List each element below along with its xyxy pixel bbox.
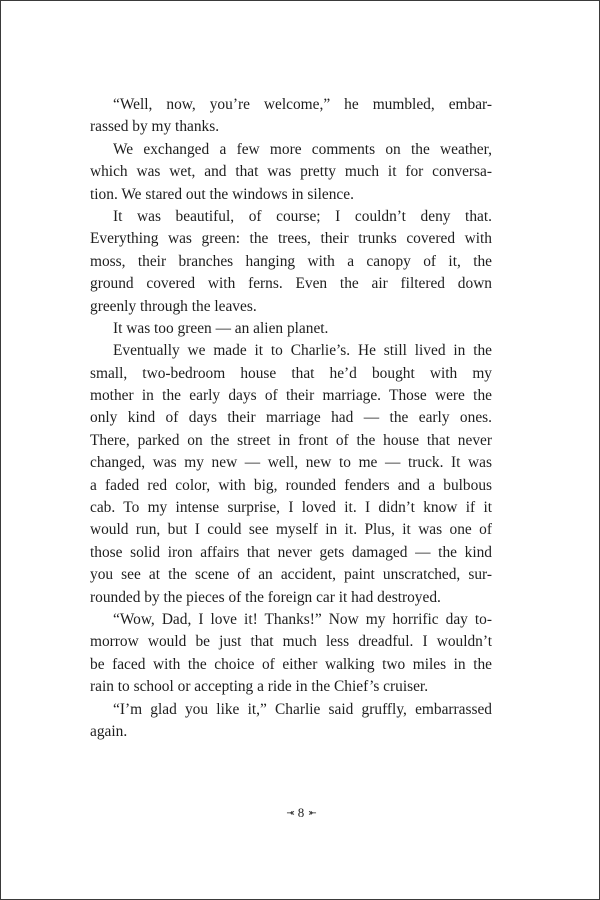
text-line: It was beautiful, of course; I couldn’t deny that.	[113, 207, 492, 225]
text-line: changed, was my new — well, new to me — truck. It was	[90, 454, 492, 472]
text-line: small, two-bedroom house that he’d bought with my	[90, 364, 492, 382]
text-line: “Well, now, you’re welcome,” he mumbled, embar-	[113, 96, 492, 113]
text-line: mother in the early days of their marriage. Those were the	[90, 387, 492, 405]
body-text	[90, 94, 492, 743]
text-line: be faced with the choice of either walking two miles in the	[90, 655, 492, 673]
text-line: those solid iron affairs that never gets damaged — the kind	[90, 543, 492, 561]
text-line: greenly through the leaves.	[90, 297, 257, 315]
text-line: We exchanged a few more comments on the weather,	[113, 140, 492, 158]
text-line: which was wet, and that was pretty much it for conversa-	[90, 163, 492, 181]
text-line: a faded red color, with big, rounded fenders and a bulbous	[90, 476, 492, 494]
text-line: you see at the scene of an accident, paint unscratched, sur-	[90, 566, 492, 584]
text-line: cab. To my intense surprise, I loved it. I didn’t know if it	[90, 499, 492, 517]
text-line: “I’m glad you like it,” Charlie said gruffly, embarrassed	[113, 700, 492, 718]
text-line: ground covered with ferns. Even the air filtered down	[90, 275, 492, 293]
text-line: again.	[90, 722, 128, 740]
left-ornament-icon: ⤛	[286, 808, 294, 819]
text-line: rassed by my thanks.	[90, 118, 220, 136]
text-line: only kind of days their marriage had — the early ones.	[90, 409, 492, 427]
text-line: There, parked on the street in front of the house that never	[90, 431, 492, 449]
text-line: Everything was green: the trees, their trunks covered with	[90, 230, 492, 248]
text-line: rounded by the pieces of the foreign car it had destroyed.	[90, 588, 441, 606]
text-line: moss, their branches hanging with a canopy of it, the	[90, 252, 492, 270]
text-line: tion. We stared out the windows in silence.	[90, 185, 354, 203]
text-line: rain to school or accepting a ride in the Chief’s cruiser.	[90, 678, 429, 696]
text-line: It was too green — an alien planet.	[113, 319, 329, 337]
right-ornament-icon: ⤜	[308, 808, 316, 819]
page-number	[1, 805, 600, 822]
text-line: would run, but I could see myself in it. Plus, it was one of	[90, 521, 492, 539]
text-line: morrow would be just that much less dreadful. I wouldn’t	[90, 633, 492, 651]
page-number-value: 8	[297, 805, 305, 820]
text-line: Eventually we made it to Charlie’s. He still lived in the	[113, 342, 492, 360]
text-line: “Wow, Dad, I love it! Thanks!” Now my horrific day to-	[113, 610, 492, 628]
